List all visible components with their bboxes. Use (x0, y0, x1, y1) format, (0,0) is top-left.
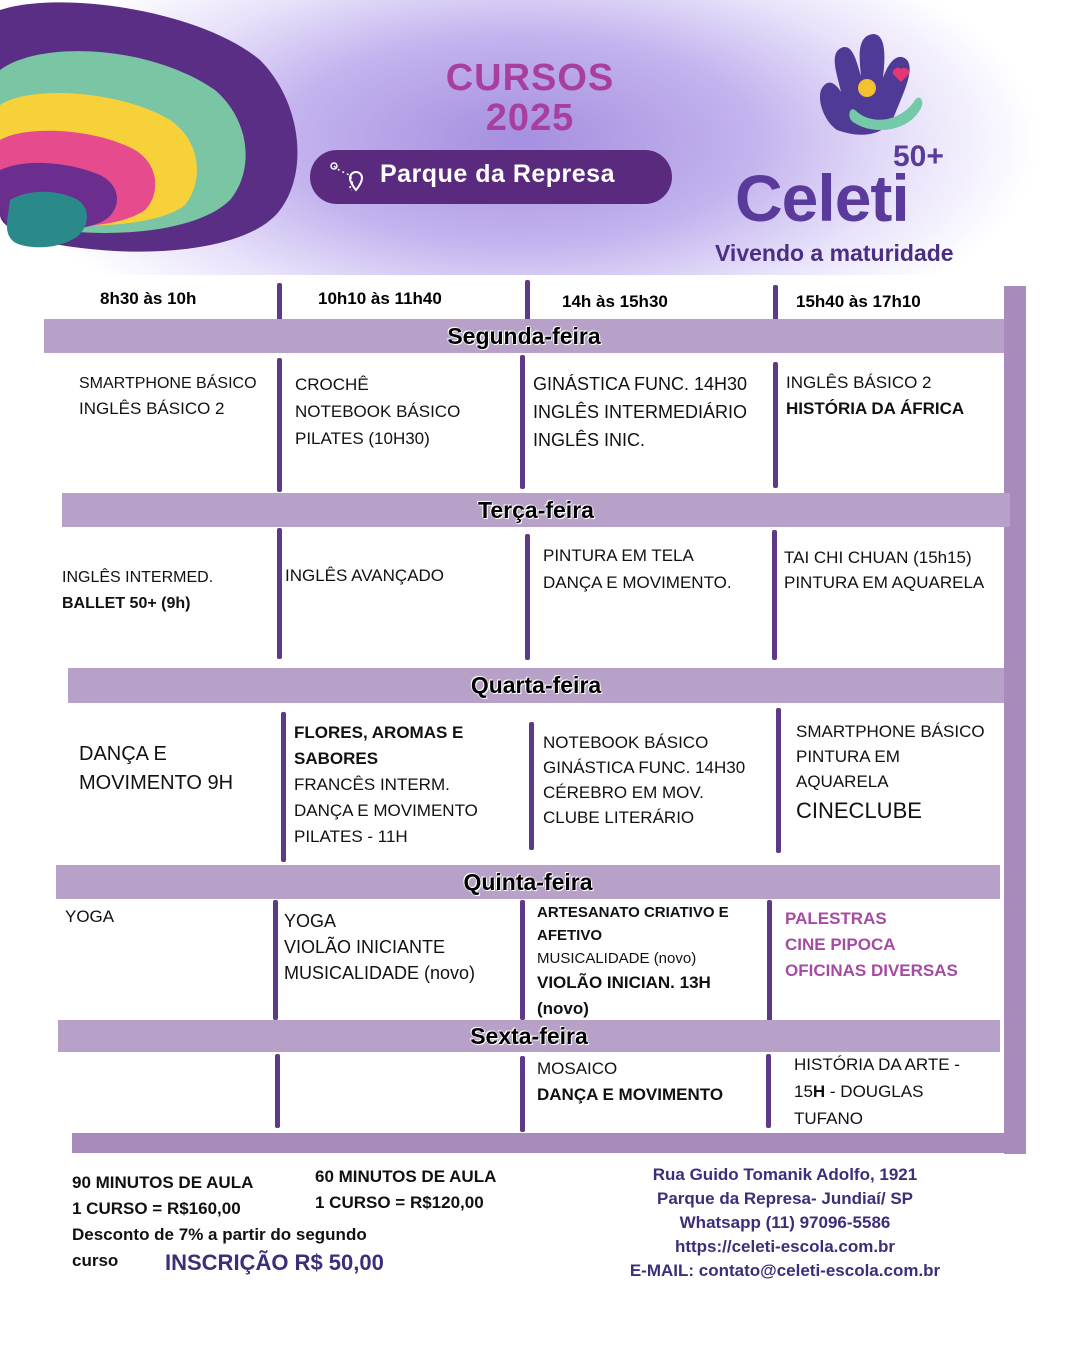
pricing-90: 90 MINUTOS DE AULA 1 CURSO = R$160,00 Desconto de 7% a partir do segundo curso (72, 1173, 367, 1270)
cell-terca-3: PINTURA EM TELA DANÇA E MOVIMENTO. (543, 546, 732, 592)
website-link[interactable]: https://celeti-escola.com.br (674, 1237, 896, 1256)
cell-segunda-1: SMARTPHONE BÁSICO INGLÊS BÁSICO 2 (79, 375, 257, 418)
whatsapp[interactable]: Whatsapp (11) 97096-5586 (679, 1213, 891, 1232)
day-band-quarta: Quarta-feira (68, 668, 1004, 703)
cell-segunda-3: GINÁSTICA FUNC. 14H30 INGLÊS INTERMEDIÁRIO INGLÊS INIC. (533, 374, 748, 450)
brand-badge: 50+ (893, 140, 944, 173)
page-title: CURSOS 2025 (445, 57, 615, 139)
day-band-sexta: Sexta-feira (58, 1020, 1000, 1052)
cell-terca-4: TAI CHI CHUAN (15h15) PINTURA EM AQUARELA (784, 548, 985, 592)
tagline: Vivendo a maturidade (715, 240, 954, 266)
cell-sexta-4: HISTÓRIA DA ARTE - 15H - DOUGLAS TUFANO (794, 1055, 960, 1128)
column-divider (772, 530, 777, 660)
column-divider (277, 358, 282, 492)
column-divider (520, 355, 525, 489)
table-frame-right (1004, 286, 1026, 1154)
brand-name: Celeti (735, 161, 909, 235)
contact-block (590, 1163, 980, 1283)
cell-sexta-3: MOSAICO DANÇA E MOVIMENTO (537, 1059, 724, 1104)
column-divider (520, 900, 525, 1020)
day-band-terca: Terça-feira (62, 493, 1010, 527)
column-divider (275, 1054, 280, 1128)
inscription-fee: INSCRIÇÃO R$ 50,00 (165, 1250, 384, 1275)
cell-quinta-1: YOGA (65, 907, 115, 926)
cell-quarta-3: NOTEBOOK BÁSICO GINÁSTICA FUNC. 14H30 CÉREBRO EM MOV. CLUBE LITERÁRIO (543, 733, 746, 827)
column-divider (525, 534, 530, 660)
cell-quarta-4: SMARTPHONE BÁSICO PINTURA EM AQUARELA CINECLUBE (796, 722, 985, 823)
day-band-quinta: Quinta-feira (56, 865, 1000, 899)
address: Rua Guido Tomanik Adolfo, 1921 (652, 1165, 918, 1184)
column-divider (776, 708, 781, 853)
table-frame-bottom (72, 1133, 1026, 1153)
column-divider (273, 900, 278, 1020)
column-divider (281, 712, 286, 862)
cell-quarta-1: DANÇA E MOVIMENTO 9H (79, 743, 234, 794)
time-slot-3: 14h às 15h30 (562, 292, 668, 311)
pricing-60: 60 MINUTOS DE AULA 1 CURSO = R$120,00 (315, 1167, 497, 1212)
day-band-segunda: Segunda-feira (44, 319, 1004, 353)
time-slot-4: 15h40 às 17h10 (796, 292, 921, 311)
column-divider (766, 1054, 771, 1128)
location-label: Parque da Represa (380, 160, 615, 188)
time-slot-2: 10h10 às 11h40 (318, 289, 442, 308)
cell-terca-1: INGLÊS INTERMED. BALLET 50+ (9h) (62, 569, 214, 612)
column-divider (520, 1056, 525, 1132)
cell-quinta-2: YOGA VIOLÃO INICIANTE MUSICALIDADE (novo) (284, 911, 476, 983)
route-pin-icon (328, 162, 370, 194)
cell-segunda-4: INGLÊS BÁSICO 2 HISTÓRIA DA ÁFRICA (786, 373, 965, 418)
column-divider (773, 362, 778, 488)
cell-segunda-2: CROCHÊ NOTEBOOK BÁSICO PILATES (10H30) (295, 375, 461, 448)
cell-terca-2: INGLÊS AVANÇADO (285, 566, 445, 585)
city: Parque da Represa- Jundiaí/ SP (656, 1189, 914, 1208)
column-divider (767, 900, 772, 1022)
column-divider (529, 722, 534, 850)
cell-quinta-3: ARTESANATO CRIATIVO E AFETIVO MUSICALIDADE (novo) VIOLÃO INICIAN. 13H (novo) (537, 904, 729, 1018)
column-divider (277, 528, 282, 659)
cell-quinta-4: PALESTRAS CINE PIPOCA OFICINAS DIVERSAS (785, 909, 958, 980)
email-link[interactable]: E-MAIL: contato@celeti-escola.com.br (629, 1261, 941, 1280)
time-slot-1: 8h30 às 10h (100, 289, 197, 308)
cell-quarta-2: FLORES, AROMAS E SABORES FRANCÊS INTERM. DANÇA E MOVIMENTO PILATES - 11H (294, 723, 478, 846)
colorful-hand-logo (0, 0, 310, 265)
brand-hand-icon (815, 30, 930, 150)
